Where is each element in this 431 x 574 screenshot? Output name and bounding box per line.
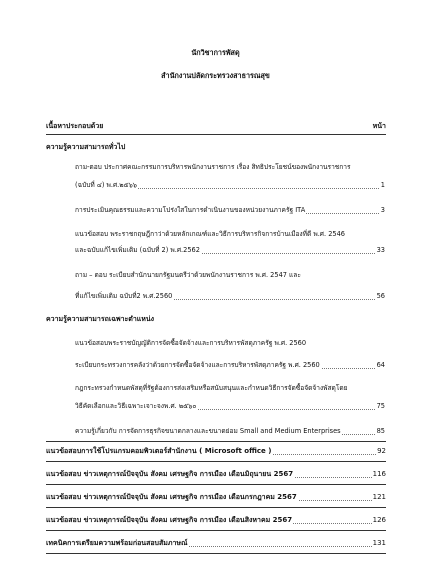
toc-entry-bold[interactable] (46, 446, 386, 457)
contents-label: เนื้อหาประกอบด้วย (46, 122, 104, 130)
section-heading-specific: ความรู้ความสามารถเฉพาะตำแหน่ง (46, 315, 155, 323)
toc-entry[interactable] (75, 360, 385, 371)
toc-page-number: 64 (376, 361, 385, 369)
toc-entry-line[interactable]: แนวข้อสอบพระราชบัญญัติการจัดซื้อจัดจ้างและการบริหารพัสดุภาครัฐ พ.ศ. 2560 (75, 339, 307, 347)
toc-entry-text: แนวข้อสอบ ข่าวเหตุการณ์ปัจจุบัน สังคม เศรษฐกิจ การเมือง เดือนกรกฎาคม 2567 (46, 493, 297, 501)
toc-entry-bold[interactable] (46, 492, 386, 503)
toc-page-number: 56 (376, 292, 385, 300)
toc-entry[interactable] (75, 205, 385, 216)
toc-entry-bold[interactable] (46, 538, 386, 549)
toc-page-number: 131 (372, 539, 386, 547)
toc-page-number: 116 (372, 470, 386, 478)
section-heading-general: ความรู้ความสามารถทั่วไป (46, 143, 126, 151)
toc-entry-bold[interactable] (46, 515, 386, 526)
toc-page-number: 85 (376, 427, 385, 435)
toc-entry[interactable] (75, 245, 385, 256)
toc-entry-text: ที่แก้ไขเพิ่มเติม ฉบับที่2 พ.ศ.2560 (75, 292, 173, 300)
toc-page-number: 3 (380, 206, 385, 214)
toc-entry-text: ความรู้เกี่ยวกับ การจัดการธุรกิจขนาดกลางและขนาดย่อม Small and Medium Enterprises (75, 427, 341, 435)
toc-entry-text: และฉบับแก้ไขเพิ่มเติม (ฉบับที่ 2) พ.ศ.2562 (75, 246, 200, 254)
toc-page-number: 121 (372, 493, 386, 501)
section-divider (46, 507, 386, 508)
header-divider (46, 134, 386, 135)
page-column-label: หน้า (372, 122, 386, 130)
document-subtitle: สำนักงานปลัดกระทรวงสาธารณสุข (161, 71, 270, 80)
toc-entry-text: แนวข้อสอบการใช้โปรแกรมคอมพิวเตอร์สำนักงาน ( Microsoft office ) (46, 447, 272, 455)
section-divider (46, 553, 386, 554)
section-divider (46, 441, 386, 442)
toc-entry-line[interactable]: ถาม-ตอบ ประกาศคณะกรรมการบริหารพนักงานราชการ เรื่อง สิทธิประโยชน์ของพนักงานราชการ (75, 163, 351, 171)
toc-entry[interactable] (75, 426, 385, 437)
toc-entry[interactable] (75, 401, 385, 412)
toc-entry-line[interactable]: กฎกระทรวงกำหนดพัสดุที่รัฐต้องการส่งเสริมหรือสนับสนุนและกำหนดวิธีการจัดซื้อจัดจ้างพัสดุโดย (75, 384, 348, 392)
toc-entry-line[interactable]: แนวข้อสอบ พระราชกฤษฎีกาว่าด้วยหลักเกณฑ์และวิธีการบริหารกิจการบ้านเมืองที่ดี พ.ศ. 2546 (75, 230, 345, 238)
toc-entry-text: วิธีคัดเลือกและวิธีเฉพาะเจาะจงพ.ศ. ๒๕๖๐ (75, 402, 197, 410)
section-divider (46, 530, 386, 531)
toc-page-number: 1 (380, 181, 385, 189)
section-divider (46, 484, 386, 485)
toc-entry-text: (ฉบับที่ ๔) พ.ศ.๒๕๖๖ (75, 181, 137, 189)
toc-entry-bold[interactable] (46, 469, 386, 480)
toc-entry-line[interactable]: ถาม – ตอบ ระเบียบสำนักนายกรัฐมนตรีว่าด้วยพนักงานราชการ พ.ศ. 2547 และ (75, 271, 301, 279)
toc-entry-text: แนวข้อสอบ ข่าวเหตุการณ์ปัจจุบัน สังคม เศรษฐกิจ การเมือง เดือนสิงหาคม 2567 (46, 516, 293, 524)
toc-entry-text: แนวข้อสอบ ข่าวเหตุการณ์ปัจจุบัน สังคม เศรษฐกิจ การเมือง เดือนมิถุนายน 2567 (46, 470, 294, 478)
toc-page-number: 75 (376, 402, 385, 410)
toc-entry[interactable] (75, 180, 385, 191)
toc-entry[interactable] (75, 291, 385, 302)
toc-page-number: 92 (377, 447, 386, 455)
section-divider (46, 461, 386, 462)
document-title: นักวิชาการพัสดุ (191, 48, 240, 57)
toc-page-number: 126 (372, 516, 386, 524)
toc-entry-text: การประเมินคุณธรรมและความโปร่งใสในการดำเนินงานของหน่วยงานภาครัฐ ITA (75, 206, 306, 214)
toc-page-number: 33 (376, 246, 385, 254)
toc-entry-text: ระเบียบกระทรวงการคลังว่าด้วยการจัดซื้อจัดจ้างและการบริหารพัสดุภาครัฐ พ.ศ. 2560 (75, 361, 320, 369)
toc-entry-text: เทคนิคการเตรียมความพร้อมก่อนสอบสัมภาษณ์ (46, 539, 188, 547)
contents-header (46, 121, 386, 132)
